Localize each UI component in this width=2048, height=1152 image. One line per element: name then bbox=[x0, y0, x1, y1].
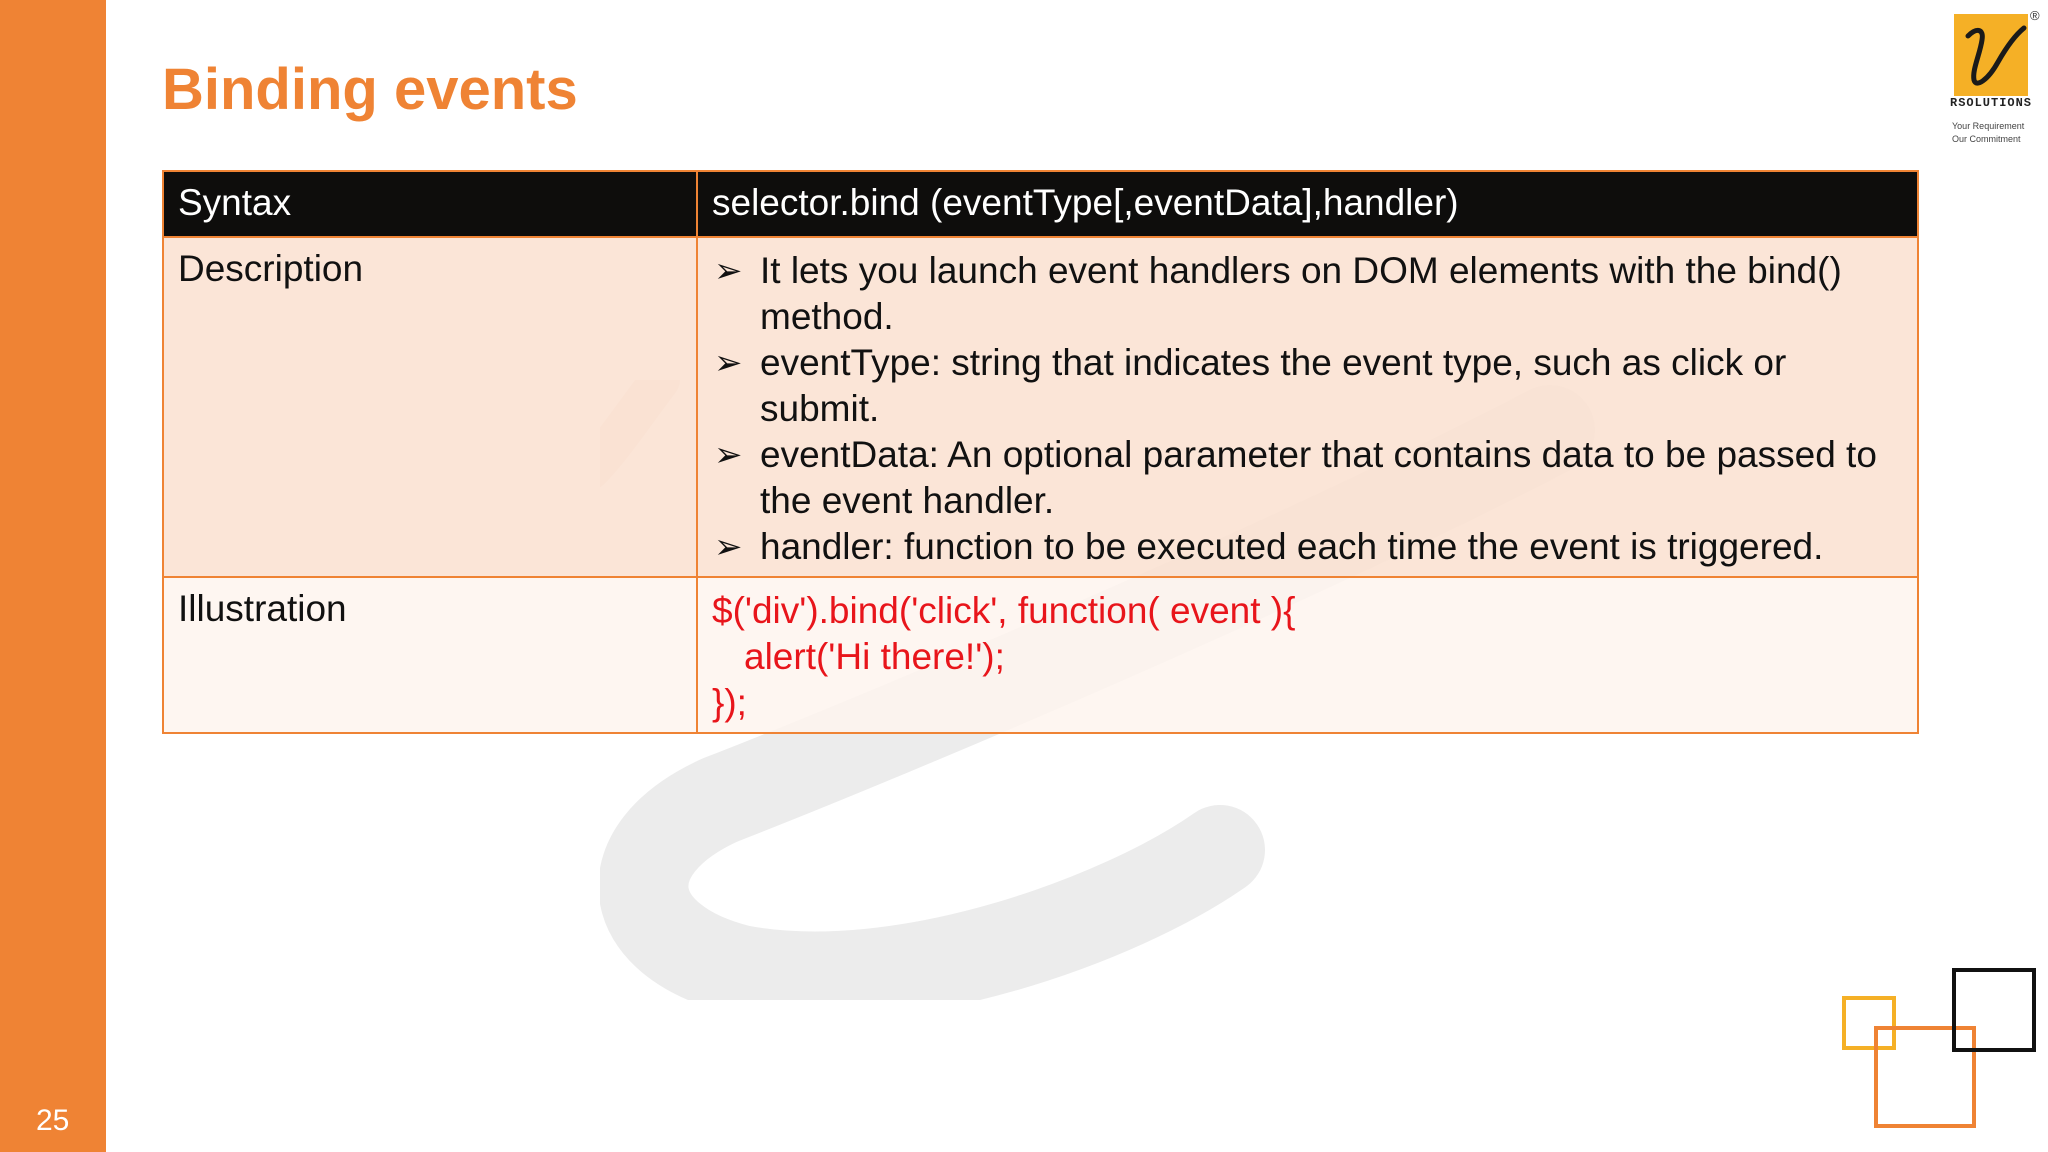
list-item bbox=[712, 248, 1903, 340]
registered-mark: ® bbox=[2030, 8, 2040, 23]
arrowhead-bullet-icon: ➢ bbox=[714, 436, 743, 474]
description-label: Description bbox=[163, 237, 697, 577]
table-row-description bbox=[163, 237, 1918, 577]
logo-tagline bbox=[1952, 120, 2042, 146]
company-logo bbox=[1950, 8, 2042, 148]
bullet-text: It lets you launch event handlers on DOM elements with the bind() method. bbox=[760, 250, 1842, 337]
logo-brand-text: RSOLUTIONS bbox=[1950, 96, 2033, 110]
bullet-text: eventType: string that indicates the event type, such as click or submit. bbox=[760, 342, 1787, 429]
binding-events-table bbox=[162, 170, 1919, 734]
arrowhead-bullet-icon: ➢ bbox=[714, 528, 743, 566]
page-number: 25 bbox=[36, 1104, 70, 1137]
orange-square bbox=[1876, 1028, 1974, 1126]
table-row-illustration bbox=[163, 577, 1918, 733]
syntax-value: selector.bind (eventType[,eventData],handler) bbox=[697, 171, 1918, 237]
orange-sidebar bbox=[0, 0, 106, 1152]
slide-title: Binding events bbox=[162, 57, 578, 122]
bullet-text: eventData: An optional parameter that contains data to be passed to the event handler. bbox=[760, 434, 1877, 521]
list-item bbox=[712, 432, 1903, 524]
list-item bbox=[712, 524, 1903, 570]
list-item bbox=[712, 340, 1903, 432]
code-line: alert('Hi there!'); bbox=[744, 636, 1005, 677]
black-square bbox=[1954, 970, 2034, 1050]
description-value bbox=[697, 237, 1918, 577]
syntax-label: Syntax bbox=[163, 171, 697, 237]
decorative-squares-icon bbox=[1840, 966, 2040, 1131]
arrowhead-bullet-icon: ➢ bbox=[714, 344, 743, 382]
illustration-label: Illustration bbox=[163, 577, 697, 733]
code-line: }); bbox=[712, 682, 747, 723]
arrowhead-bullet-icon: ➢ bbox=[714, 252, 743, 290]
yellow-square bbox=[1844, 998, 1894, 1048]
description-bullet-list bbox=[712, 248, 1903, 570]
logo-tagline-line1: Your Requirement bbox=[1952, 121, 2025, 131]
table-row-syntax bbox=[163, 171, 1918, 237]
logo-tagline-line2: Our Commitment bbox=[1952, 134, 2021, 144]
bullet-text: handler: function to be executed each time the event is triggered. bbox=[760, 526, 1824, 567]
logo-mark-icon bbox=[1954, 14, 2028, 96]
illustration-code bbox=[697, 577, 1918, 733]
code-line: $('div').bind('click', function( event ){ bbox=[712, 590, 1296, 631]
